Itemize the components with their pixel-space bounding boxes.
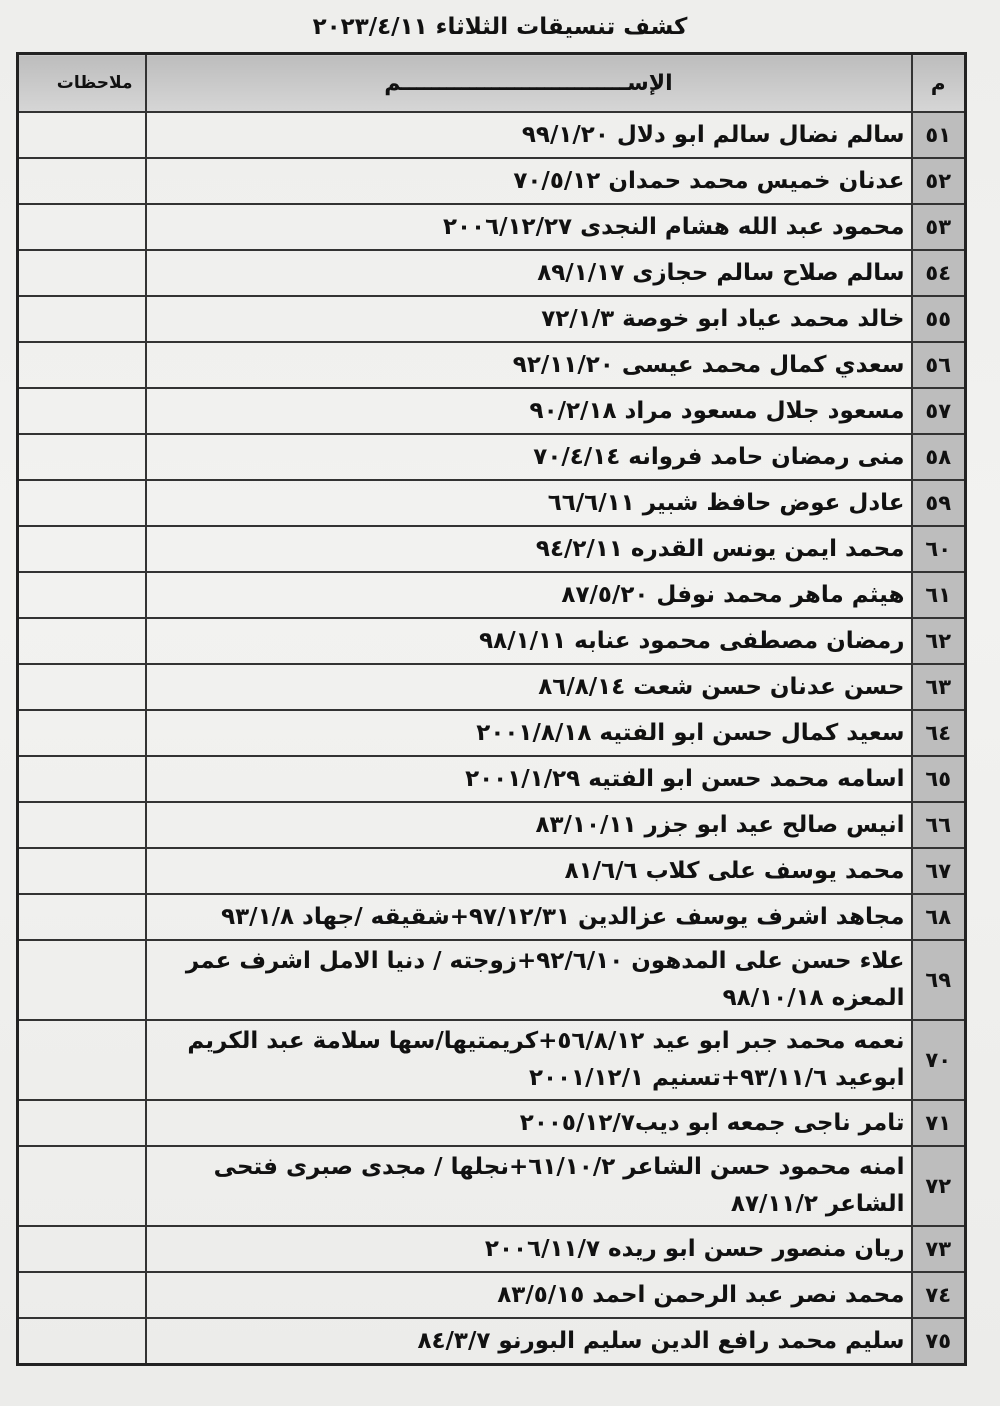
- table-row: [18, 204, 966, 250]
- table-row: [18, 342, 966, 388]
- row-notes: [18, 1020, 146, 1100]
- row-name: ريان منصور حسن ابو ريده ٢٠٠٦/١١/٧: [146, 1226, 912, 1272]
- table-row: [18, 1272, 966, 1318]
- row-notes: [18, 204, 146, 250]
- row-number: ٦٦: [912, 802, 966, 848]
- roster-table: [16, 52, 967, 1366]
- table-row: [18, 848, 966, 894]
- row-notes: [18, 572, 146, 618]
- row-number: ٦٢: [912, 618, 966, 664]
- row-notes: [18, 1226, 146, 1272]
- row-notes: [18, 112, 146, 158]
- row-name: مجاهد اشرف يوسف عزالدين ٩٧/١٢/٣١+شقيقه /جهاد ٩٣/١/٨: [146, 894, 912, 940]
- row-notes: [18, 940, 146, 1020]
- row-name: سالم صلاح سالم حجازى ٨٩/١/١٧: [146, 250, 912, 296]
- row-number: ٦١: [912, 572, 966, 618]
- row-name: سالم نضال سالم ابو دلال ٩٩/١/٢٠: [146, 112, 912, 158]
- row-number: ٥٩: [912, 480, 966, 526]
- row-notes: [18, 526, 146, 572]
- table-row: [18, 572, 966, 618]
- row-number: ٥٦: [912, 342, 966, 388]
- row-number: ٦٧: [912, 848, 966, 894]
- row-notes: [18, 1100, 146, 1146]
- row-number: ٥١: [912, 112, 966, 158]
- row-number: ٧٠: [912, 1020, 966, 1100]
- row-name: محمد يوسف على كلاب ٨١/٦/٦: [146, 848, 912, 894]
- table-row: [18, 664, 966, 710]
- header-name: الإســــــــــــــــــــــــــــــم: [146, 54, 912, 113]
- header-row: [18, 54, 966, 113]
- row-number: ٦٩: [912, 940, 966, 1020]
- row-name: هيثم ماهر محمد نوفل ٨٧/٥/٢٠: [146, 572, 912, 618]
- table-row: [18, 250, 966, 296]
- row-notes: [18, 250, 146, 296]
- row-name: خالد محمد عياد ابو خوصة ٧٢/١/٣: [146, 296, 912, 342]
- row-number: ٥٣: [912, 204, 966, 250]
- row-notes: [18, 388, 146, 434]
- row-number: ٧٥: [912, 1318, 966, 1365]
- row-name: منى رمضان حامد فروانه ٧٠/٤/١٤: [146, 434, 912, 480]
- row-number: ٥٢: [912, 158, 966, 204]
- row-name: سليم محمد رافع الدين سليم البورنو ٨٤/٣/٧: [146, 1318, 912, 1365]
- row-number: ٥٨: [912, 434, 966, 480]
- table-row: [18, 802, 966, 848]
- header-notes: ملاحظات: [18, 54, 146, 113]
- table-row: [18, 710, 966, 756]
- row-name: عادل عوض حافظ شبير ٦٦/٦/١١: [146, 480, 912, 526]
- table-row: [18, 158, 966, 204]
- table-row: [18, 1100, 966, 1146]
- row-number: ٥٥: [912, 296, 966, 342]
- table-row: [18, 1146, 966, 1226]
- table-row: [18, 526, 966, 572]
- row-name: محمود عبد الله هشام النجدى ٢٠٠٦/١٢/٢٧: [146, 204, 912, 250]
- row-notes: [18, 618, 146, 664]
- row-number: ٥٧: [912, 388, 966, 434]
- table-row: [18, 296, 966, 342]
- row-name: محمد نصر عبد الرحمن احمد ٨٣/٥/١٥: [146, 1272, 912, 1318]
- table-row: [18, 1020, 966, 1100]
- row-notes: [18, 1146, 146, 1226]
- row-notes: [18, 710, 146, 756]
- row-notes: [18, 1272, 146, 1318]
- table-row: [18, 480, 966, 526]
- row-name: امنه محمود حسن الشاعر ٦١/١٠/٢+نجلها / مجدى صبرى فتحى الشاعر ٨٧/١١/٢: [146, 1146, 912, 1226]
- row-name: محمد ايمن يونس القدره ٩٤/٢/١١: [146, 526, 912, 572]
- row-name: سعدي كمال محمد عيسى ٩٢/١١/٢٠: [146, 342, 912, 388]
- row-notes: [18, 434, 146, 480]
- row-notes: [18, 894, 146, 940]
- roster-body: [18, 112, 966, 1365]
- row-number: ٦٥: [912, 756, 966, 802]
- row-number: ٥٤: [912, 250, 966, 296]
- row-notes: [18, 1318, 146, 1365]
- table-row: [18, 112, 966, 158]
- table-row: [18, 388, 966, 434]
- row-name: سعيد كمال حسن ابو الفتيه ٢٠٠١/٨/١٨: [146, 710, 912, 756]
- row-number: ٦٠: [912, 526, 966, 572]
- row-notes: [18, 342, 146, 388]
- table-row: [18, 1226, 966, 1272]
- row-notes: [18, 480, 146, 526]
- row-name: نعمه محمد جبر ابو عيد ٥٦/٨/١٢+كريمتيها/سها سلامة عبد الكريم ابوعيد ٩٣/١١/٦+تسنيم ٢٠٠١/١٢/١: [146, 1020, 912, 1100]
- row-number: ٦٣: [912, 664, 966, 710]
- table-row: [18, 756, 966, 802]
- row-number: ٦٨: [912, 894, 966, 940]
- table-row: [18, 940, 966, 1020]
- row-number: ٧٢: [912, 1146, 966, 1226]
- row-name: عدنان خميس محمد حمدان ٧٠/٥/١٢: [146, 158, 912, 204]
- row-number: ٦٤: [912, 710, 966, 756]
- row-notes: [18, 848, 146, 894]
- header-number: م: [912, 54, 966, 113]
- row-notes: [18, 756, 146, 802]
- row-name: حسن عدنان حسن شعت ٨٦/٨/١٤: [146, 664, 912, 710]
- row-name: تامر ناجى جمعه ابو ديب٢٠٠٥/١٢/٧: [146, 1100, 912, 1146]
- row-name: اسامه محمد حسن ابو الفتيه ٢٠٠١/١/٢٩: [146, 756, 912, 802]
- row-name: علاء حسن على المدهون ٩٢/٦/١٠+زوجته / دنيا الامل اشرف عمر المعزه ٩٨/١٠/١٨: [146, 940, 912, 1020]
- table-row: [18, 618, 966, 664]
- row-name: رمضان مصطفى محمود عنابه ٩٨/١/١١: [146, 618, 912, 664]
- row-name: انيس صالح عيد ابو جزر ٨٣/١٠/١١: [146, 802, 912, 848]
- table-row: [18, 1318, 966, 1365]
- row-number: ٧١: [912, 1100, 966, 1146]
- row-name: مسعود جلال مسعود مراد ٩٠/٢/١٨: [146, 388, 912, 434]
- row-notes: [18, 802, 146, 848]
- row-number: ٧٤: [912, 1272, 966, 1318]
- row-number: ٧٣: [912, 1226, 966, 1272]
- row-notes: [18, 664, 146, 710]
- row-notes: [18, 296, 146, 342]
- row-notes: [18, 158, 146, 204]
- table-row: [18, 894, 966, 940]
- document-title: كشف تنسيقات الثلاثاء ٢٠٢٣/٤/١١: [312, 14, 688, 40]
- table-row: [18, 434, 966, 480]
